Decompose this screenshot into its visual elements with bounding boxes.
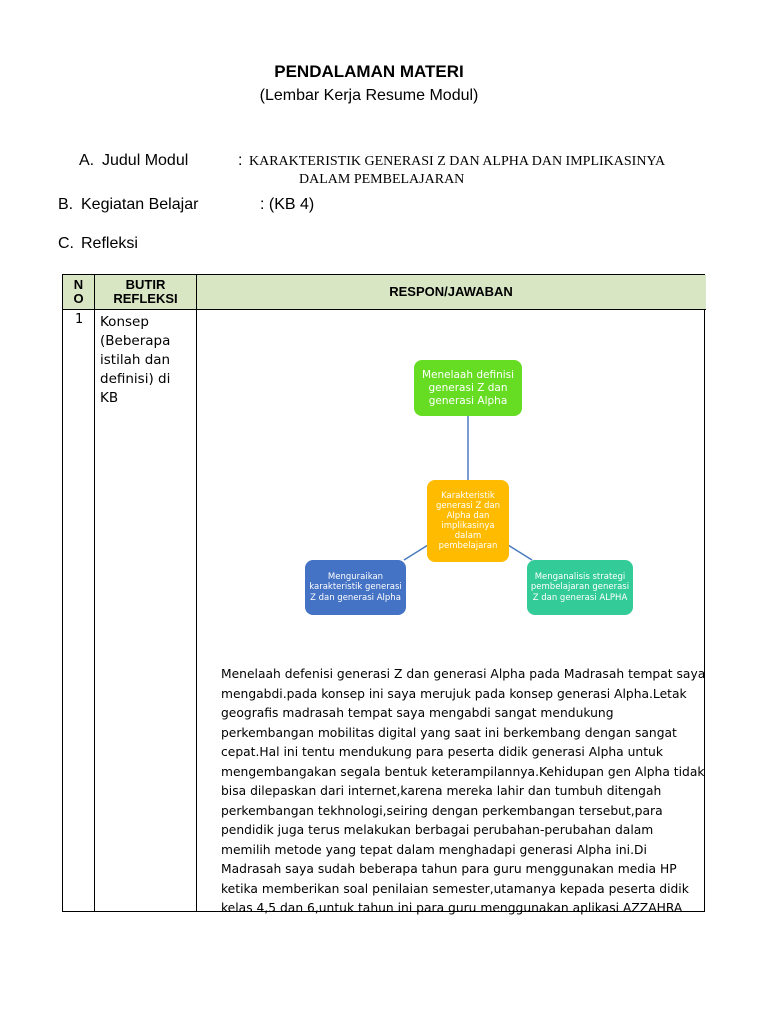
connector-right [508,545,532,560]
field-b-marker: B. [58,196,74,213]
page-title: PENDALAMAN MATERI [274,62,464,81]
header-butir-refleksi: BUTIR REFLEKSI [113,277,178,306]
field-a-colon: : [238,152,243,169]
field-a-value-line2: DALAM PEMBELAJARAN [299,172,465,187]
field-a-value-line1: KARAKTERISTIK GENERASI Z DAN ALPHA DAN IMPLIKASINYA [249,154,666,169]
page-subtitle: (Lembar Kerja Resume Modul) [259,87,479,104]
response-paragraph: Menelaah defenisi generasi Z dan generasi Alpha pada Madrasah tempat saya mengabdi.pada konsep ini saya merujuk pada konsep generasi Alpha.Letak geografis madrasah tempat saya mengabdi sangat mendukung perkembangan mobilitas digital yang saat ini berkembang dengan sangat cepat.Hal ini tentu mendukung para peserta didik generasi Alpha untuk mengembangakan segala bentuk keterampilannya.Kehidupan gen Alpha tidak bisa dilepaskan dari internet,karena mereka lahir dan tumbuh ditengah perkembangan tekhnologi,seiring dengan perkembangan tersebut,para pendidik juga terus melakukan berbagai perubahan-perubahan dalam memilih metode yang tepat dalam menghadapi generasi Alpha ini.Di Madrasah saya sudah beberapa tahun para guru menggunakan media HP ketika memberikan soal penilaian semester,utamanya kepada peserta didik kelas 4,5 dan 6,untuk tahun ini para guru menggunakan aplikasi AZZAHRA [221,667,706,915]
diagram-node-top: Menelaah definisi generasi Z dan generasi Alpha [414,360,522,416]
header-respon-jawaban: RESPON/JAWABAN [389,284,513,299]
header-no: N O [73,277,84,306]
field-a-label: Judul Modul [102,152,189,169]
diagram-node-left: Menguraikan karakteristik generasi Z dan generasi Alpha [305,560,406,615]
diagram-node-right: Menganalisis strategi pembelajaran generasi Z dan generasi ALPHA [527,560,633,615]
field-c-marker: C. [58,235,74,252]
field-a-marker: A. [79,152,95,169]
field-b-value: : (KB 4) [260,196,315,213]
butir-refleksi-text: Konsep (Beberapa istilah dan definisi) di KB [100,314,171,406]
diagram-node-center: Karakteristik generasi Z dan Alpha dan implikasinya dalam pembelajaran [427,480,509,562]
field-c-label: Refleksi [81,235,138,252]
row-number: 1 [75,312,84,327]
connector-left [404,545,428,560]
field-b-label: Kegiatan Belajar [81,196,199,213]
